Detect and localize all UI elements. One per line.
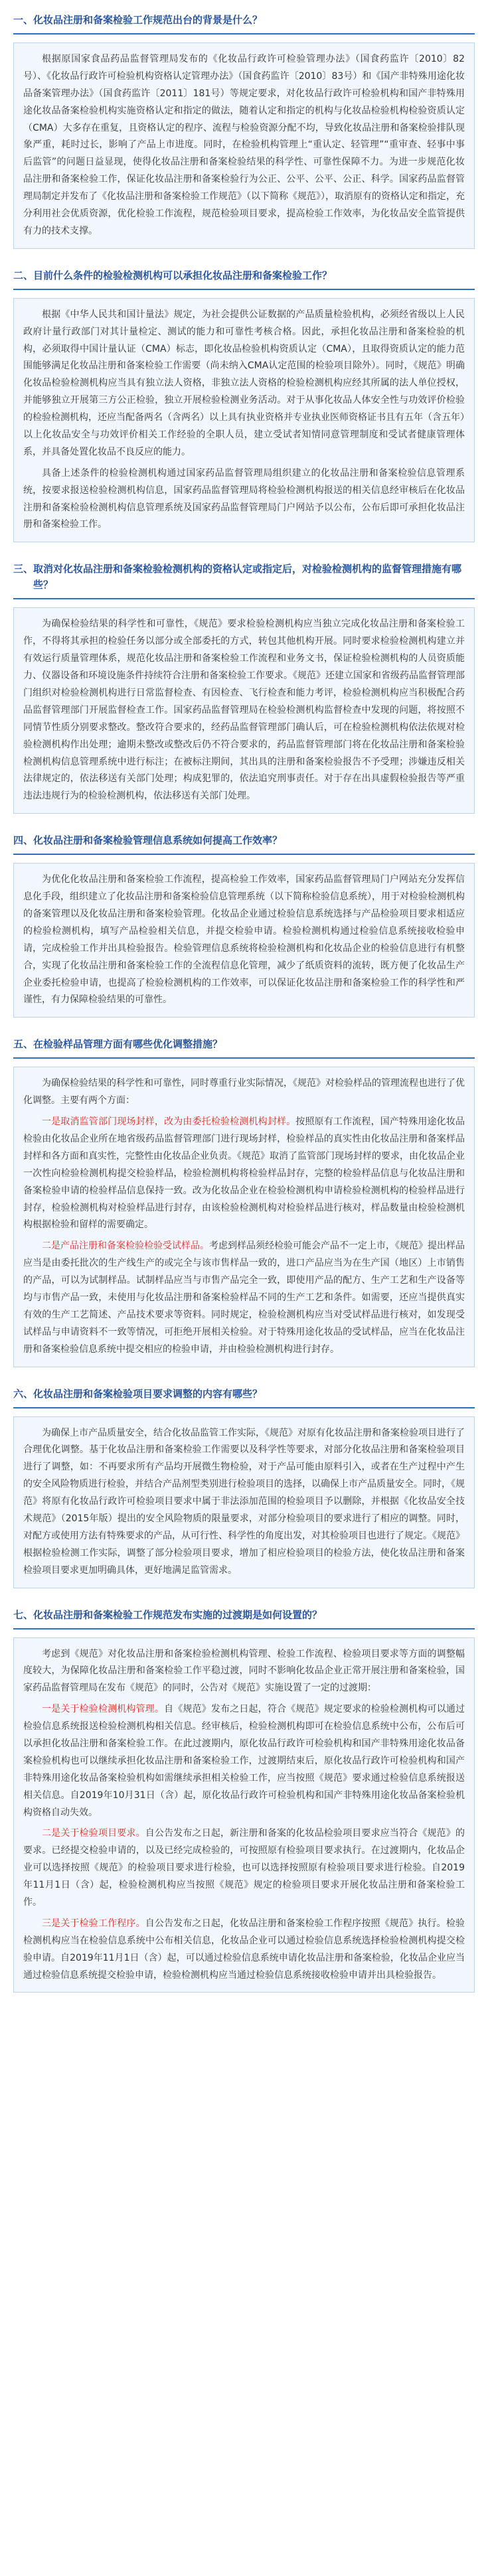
paragraph: 为确保检验结果的科学性和可靠性，同时尊重行业实际情况，《规范》对检验样品的管理流程也进行了优化调整。主要有两个方面： [23,1078,465,1106]
section-7 [13,1603,475,1993]
section-title [13,1603,475,1629]
highlighted-lead: 二是产品注册和备案检验检验受试样品。 [42,1241,209,1252]
section-title-text: 目前什么条件的检验检测机构可以承担化妆品注册和备案检验工作？ [33,269,333,281]
content-box [13,42,475,249]
section-title-text: 化妆品注册和备案检验工作规范出台的背景是什么？ [33,14,263,26]
section-title-text: 在检验样品管理方面有哪些优化调整措施？ [33,1038,223,1051]
paragraph: 为确保检验结果的科学性和可靠性，《规范》要求检验检测机构应当独立完成化妆品注册和备案检验工作，不得将其承担的检验任务以部分或全部委托的方式，转包其他机构开展。同时要求检验检测机构建立并有效运行质量管理体系，规范化妆品注册和备案检验工作流程和业务文书，保证检验检测机构的人员资质能力、仪器设备和环境设施条件持续符合注册和备案检验工作要求。《规范》还建立国家和省级药品监督管理部门组织对检验检测机构进行日常监督检查、有因检查、飞行检查和能力考评，检验检测机构应当积极配合药品监督管理部门开展监督检查工作。国家药品监督管理局在检验检测机构监督检查中发现的问题，将按照不同情节性质分别要求整改。整改符合要求的，经药品监督管理部门确认后，可在检验检测机构依法依规对检验检测机构作出处理；逾期未整改或整改后仍不符合要求的，药品监督管理部门将在化妆品注册和备案检验检测机构信息管理系统中进行标注；在被标注期间，其出具的注册和备案检验报告不予受理；涉嫌违反相关法律规定的，依法移送有关部门处理；构成犯罪的，依法追究刑事责任。对于存在出具虚假检验报告等严重违法违规行为的检验检测机构，依法移送有关部门处理。 [23,619,465,802]
section-6 [13,1382,475,1588]
paragraph: 二是关于检验项目要求。自公告发布之日起，新注册和备案的化妆品检验项目要求应当符合《规范》的要求。已经提交检验申请的，以及已经完成检验的，可按照原有检验项目要求执行。在过渡期内，化妆品企业可以选择按照《规范》的检验项目要求进行检验，也可以选择按照原有检验项目要求进行检验。自2019年11月1日（含）起，检验检测机构应当按照《规范》规定的检验项目要求开展化妆品注册和备案检验工作。 [23,1828,465,1908]
paragraph: 二是产品注册和备案检验检验受试样品。考虑到样品须经检验可能会产品不一定上市，《规范》提出样品应当是由委托批次的生产线生产的或完全与该市售样品一致的，进口产品应当为在生产国（地区）上市销售的产品，可以为试制样品。试制样品应当与市售产品完全一致，即使用产品的配方、生产工艺和生产设备等均与市售产品一致，未使用与化妆品注册和备案检验样品不同的生产工艺和条件。如需要，还应当提供真实有效的生产工艺简述、产品技术要求等资料。同时规定，检验检测机构应当对受试样品进行核对，如发现受试样品与申请资料不一致等情况，可拒绝开展相关检验。对于特殊用途化妆品的受试样品，应当在化妆品注册和备案检验信息系统中提交相应的检验申请，并由检验检测机构进行封存。 [23,1241,465,1355]
section-title [13,1382,475,1408]
section-title [13,264,475,290]
highlighted-lead: 三是关于检验工作程序。 [42,1918,145,1929]
paragraph: 一是关于检验检测机构管理。自《规范》发布之日起，符合《规范》规定要求的检验检测机构可以通过检验信息系统报送检验检测机构相关信息。经审核后，检验检测机构即可在检验信息系统中公布，公布后可以承担化妆品注册和备案检验工作。在此过渡期内，原化妆品行政许可检验机构和国产非特殊用途化妆品备案检验机构也可以继续承担化妆品注册和备案检验工作，过渡期结束后，原化妆品行政许可检验机构和国产非特殊用途化妆品备案检验机构如需继续承担相关检验工作，应当按照《规范》要求通过检验信息系统报送相关信息。自2019年10月31日（含）起，原化妆品行政许可检验机构和国产非特殊用途化妆品备案检验机构资格自动失效。 [23,1704,465,1818]
section-1 [13,8,475,249]
section-title-text: 取消对化妆品注册和备案检验检测机构的资格认定或指定后，对检验检测机构的监督管理措施有哪些？ [33,563,462,591]
section-number: 一、 [13,14,34,26]
section-title-text: 化妆品注册和备案检验管理信息系统如何提高工作效率？ [33,834,283,847]
highlighted-lead: 一是取消监管部门现场封样，改为由委托检验检测机构封样。 [42,1116,296,1128]
section-number: 二、 [13,269,34,281]
section-number: 三、 [13,563,34,575]
paragraph: 考虑到《规范》对化妆品注册和备案检验检测机构管理、检验工作流程、检验项目要求等方面的调整幅度较大，为保障化妆品注册和备案检验工作平稳过渡，同时不影响化妆品企业正常开展注册和备案检验，国家药品监督管理局在发布《规范》的同时，公告对《规范》实施设置了一定的过渡期： [23,1648,465,1694]
section-number: 六、 [13,1387,34,1400]
section-number: 七、 [13,1608,34,1621]
paragraph: 根据《中华人民共和国计量法》规定，为社会提供公证数据的产品质量检验机构，必须经省级以上人民政府计量行政部门对其计量检定、测试的能力和可靠性考核合格。因此，承担化妆品注册和备案检验的机构，必须取得中国计量认证（CMA）标志，即化妆品检验机构资质认定（CMA），且取得资质认定的能力范围能够满足化妆品注册和备案检验工作需要（尚未纳入CMA认定范围的检验项目除外）。同时，《规范》明确化妆品检验检测机构应当具有独立法人资格，非独立法人资格的检验检测机构应经其所属的法人单位授权，并能够独立开展第三方公正检验，独立开展检验检测业务活动。对于从事化妆品人体安全性与功效评价检验的检验检测机构，还应当配备两名（含两名）以上具有执业资格并专业执业医师资格证书且有五年（含五年）以上化妆品安全与功效评价相关工作经验的全职人员，建立受试者知情同意管理制度和受试者健康管理体系，并具备处置化妆品不良反应的能力。 [23,309,465,457]
content-box [13,298,475,543]
highlighted-lead: 一是关于检验检测机构管理。 [42,1704,165,1715]
section-title-text: 化妆品注册和备案检验项目要求调整的内容有哪些？ [33,1387,263,1400]
section-title [13,8,475,35]
paragraph: 为优化化妆品注册和备案检验工作流程，提高检验工作效率，国家药品监督管理局门户网站充分发挥信息化手段，组织建立了化妆品注册和备案检验信息管理系统（以下简称检验信息系统），用于对检验检测机构的备案管理以及化妆品注册和备案检验管理。化妆品企业通过检验信息系统选择与产品检验项目要求相适应的检验检测机构，填写产品检验相关信息，并提交检验申请。检验检测机构通过检验信息系统接收检验申请，完成检验工作并出具检验报告。检验管理信息系统将检验检测机构和化妆品企业的检验信息进行有机整合，实现了化妆品注册和备案检验工作的全流程信息化管理，减少了纸质资料的流转，既方便了化妆品生产企业委托检验申请，也提高了检验检测机构的工作效率，可以保证化妆品注册和备案检验工作的科学性和严谨性，有力保障检验结果的可靠性。 [23,874,465,1006]
section-number: 四、 [13,834,34,847]
section-3 [13,557,475,814]
content-box [13,1416,475,1588]
section-5 [13,1032,475,1367]
section-title [13,1032,475,1059]
paragraph: 一是取消监管部门现场封样，改为由委托检验检测机构封样。按照原有工作流程，国产特殊用途化妆品检验由化妆品企业所在地省级药品监督管理部门进行现场封样，检验样品的真实性由化妆品注册和备案样品封样和各方面和真实性，完整性由化妆品企业负责。《规范》取消了监管部门现场封样的要求，由化妆品企业一次性向检验检测机构提交检验样品，检验检测机构将检验样品封存，完整的检验样品信息与化妆品注册和备案检验申请的检验样品信息保持一致。改为化妆品企业在检验检测机构申请检验检测机构的检验样品进行封存，检验检测机构对检验样品进行封存，由该检验检测机构对检验样品进行核对，样品数量由检验检测机构根据检验和留样的需要确定。 [23,1116,465,1231]
section-title [13,828,475,855]
content-box [13,607,475,814]
paragraph: 三是关于检验工作程序。自公告发布之日起，化妆品注册和备案检验工作程序按照《规范》执行。检验检测机构应当在检验信息系统中公布相关信息，化妆品企业可以通过检验信息系统选择检验检测机构提交检验申请。自2019年11月1日（含）起，可以通过检验信息系统申请化妆品注册和备案检验，化妆品企业应当通过检验信息系统提交检验申请，检验检测机构应当通过检验信息系统接收检验申请并出具检验报告。 [23,1918,465,1981]
paragraph: 根据原国家食品药品监督管理局发布的《化妆品行政许可检验管理办法》（国食药监许〔2010〕82号）、《化妆品行政许可检验机构资格认定管理办法》（国食药监许〔2010〕83号）和《国产非特殊用途化妆品备案管理办法》（国食药监许〔2011〕181号）等规定要求，对化妆品行政许可检验机构和国产非特殊用途化妆品备案检验机构实施资格认定和指定的做法，随着认定和指定的机构与化妆品检验机构检验资质认定（CMA）大多存在重复，且资格认定的程序、流程与检验资源分配不均，导致化妆品注册和备案检验排队现象严重，耗时过长，影响了产品上市进度。同时，在检验机构管理上“重认定、轻管理”“重审查、轻事中事后监管”的问题日益显现，使得化妆品注册和备案检验结果的科学性、可靠性保障不力。为进一步规范化妆品注册和备案检验工作，保证化妆品注册和备案检验行为公正、公平、公平、公正、科学。国家药品监督管理局制定并发布了《化妆品注册和备案检验工作规范》（以下简称《规范》），取消原有的资格认定和指定，充分利用社会优质资源，优化检验工作流程，规范检验项目要求，提高检验工作效率，为化妆品安全监管提供有力的技术支撑。 [23,54,465,236]
paragraph: 为确保上市产品质量安全，结合化妆品监管工作实际，《规范》对原有化妆品注册和备案检验项目进行了合理优化调整。基于化妆品注册和备案检验工作需要以及科学性等要求，对部分化妆品注册和备案检验项目进行了调整，如：不再要求所有产品均开展微生物检验，对于产品可能由原料引入，或者在生产过程中产生的安全风险物质进行检验，并结合产品剂型类别进行检验项目的选择，以确保上市产品质量安全。同时，《规范》将原有化妆品行政许可检验项目要求中属于非法添加范围的检验项目予以删除，并根据《化妆品安全技术规范》（2015年版）提出的安全风险物质的限量要求，对部分检验项目的要求进行了相应的调整。同时，对配方或使用方法有特殊要求的产品，从可行性、科学性的角度出发，对其检验项目也进行了规定。《规范》根据检验检测工作实际，调整了部分检验项目要求，增加了相应检验项目的检验方法，使化妆品注册和备案检验项目要求更加明确具体，更好地满足监管需求。 [23,1427,465,1576]
content-box [13,1067,475,1367]
content-box [13,863,475,1018]
section-2 [13,264,475,543]
content-box [13,1637,475,1993]
section-4 [13,828,475,1018]
highlighted-lead: 二是关于检验项目要求。 [42,1828,145,1839]
section-number: 五、 [13,1038,34,1051]
section-title [13,557,475,599]
paragraph: 具备上述条件的检验检测机构通过国家药品监督管理局组织建立的化妆品注册和备案检验信息管理系统，按要求报送检验检测机构信息，国家药品监督管理局将检验检测机构报送的相关信息经审核后在化妆品注册和备案检验检测机构信息管理系统及国家药品监督管理局门户网站予以公布，公布后即可承担化妆品注册和备案检验工作。 [23,467,465,530]
section-title-text: 化妆品注册和备案检验工作规范发布实施的过渡期是如何设置的？ [33,1608,323,1621]
